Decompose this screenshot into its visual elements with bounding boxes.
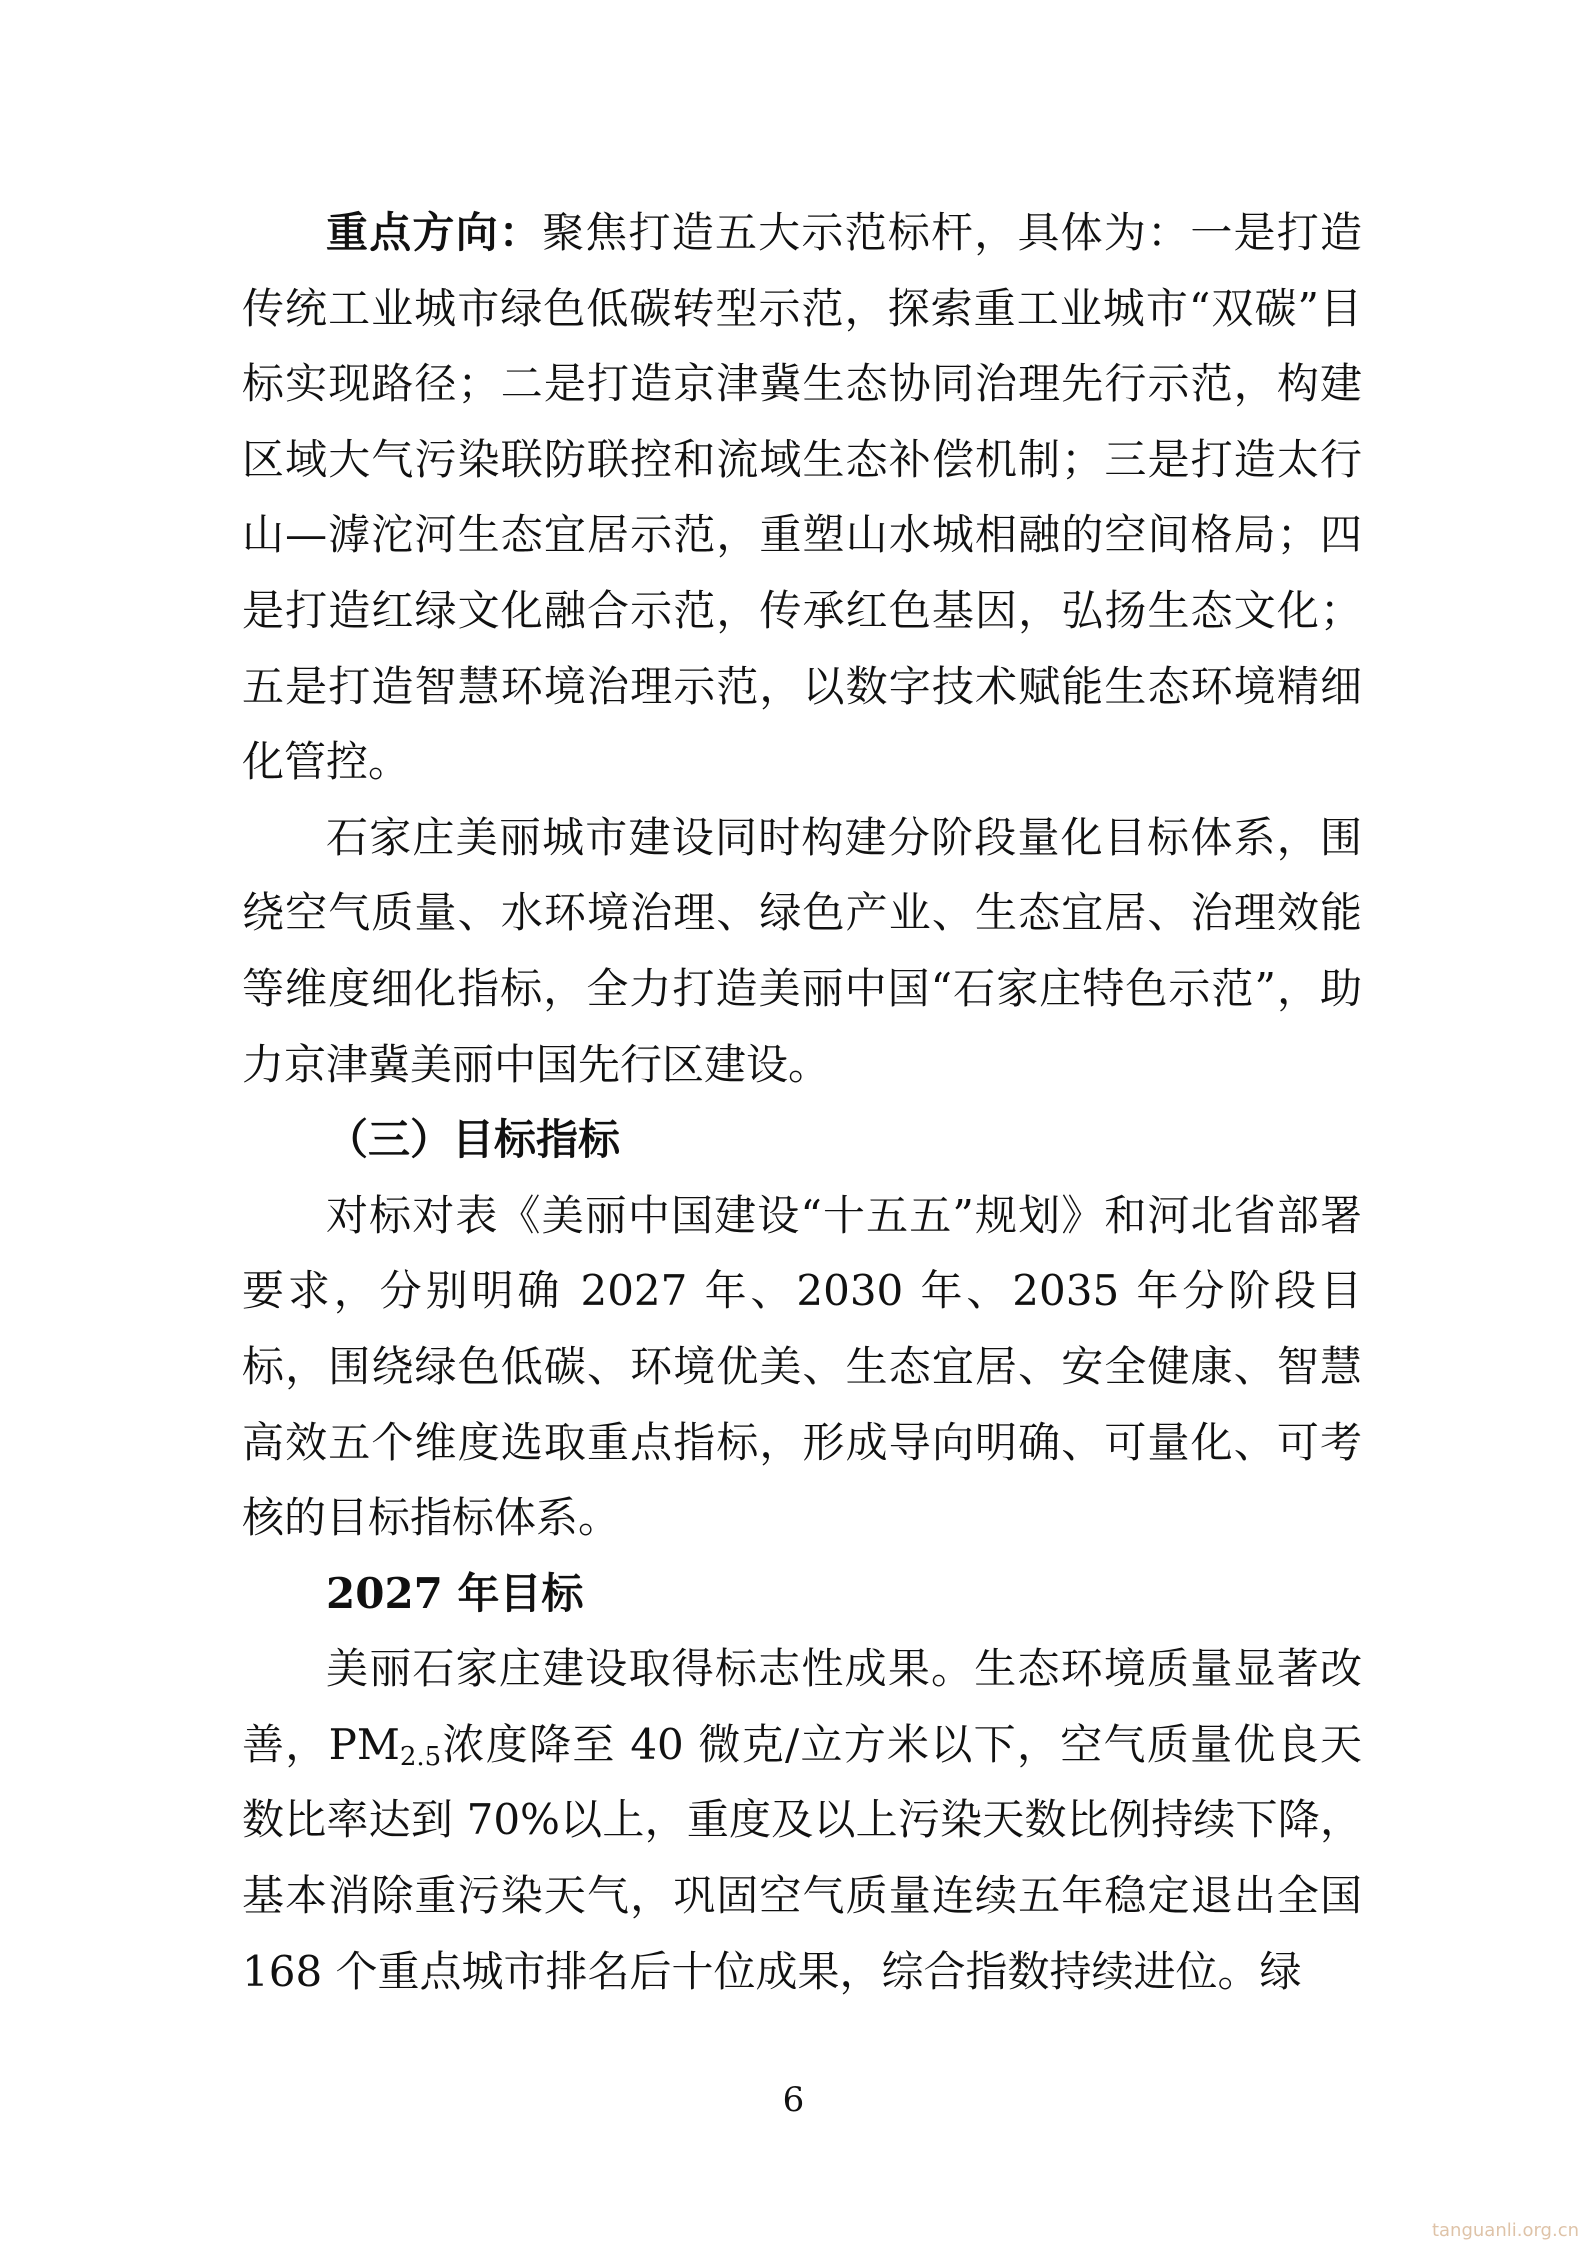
- watermark: tanguanli.org.cn: [1431, 2220, 1579, 2241]
- paragraph-2027-goals: [242, 1631, 1362, 2009]
- paragraph-text: 聚焦打造五大示范标杆，具体为：一是打造传统工业城市绿色低碳转型示范，探索重工业城市“双碳”目标实现路径；二是打造京津冀生态协同治理先行示范，构建区域大气污染联防联控和流域生态补偿机制；三是打造太行山—滹沱河生态宜居示范，重塑山水城相融的空间格局；四是打造红绿文化融合示范，传承红色基因，弘扬生态文化；五是打造智慧环境治理示范，以数字技术赋能生态环境精细化管控。: [242, 208, 1362, 787]
- paragraph-text-part-2: 浓度降至 40 微克/立方米以下，空气质量优良天数比率达到 70%以上，重度及以上污染天数比例持续下降，基本消除重污染天气，巩固空气质量连续五年稳定退出全国 168 个重点城市排名后十位成果，综合指数持续进位。绿: [242, 1719, 1363, 1996]
- paragraph-benchmark: 对标对表《美丽中国建设“十五五”规划》和河北省部署要求，分别明确 2027 年、2030 年、2035 年分阶段目标，围绕绿色低碳、环境优美、生态宜居、安全健康、智慧高效五个维度选取重点指标，形成导向明确、可量化、可考核的目标指标体系。: [242, 1190, 1362, 1543]
- paragraph-lead-label: 重点方向：: [326, 208, 543, 257]
- paragraph-text-part-1: 美丽石家庄建设取得标志性成果。生态环境质量显著改善，PM: [242, 1644, 1362, 1769]
- page-number: 6: [782, 2080, 805, 2120]
- pm-subscript: 2.5: [399, 1741, 442, 1772]
- document-body: [242, 195, 1362, 2009]
- paragraph-key-directions: [242, 195, 1362, 800]
- paragraph-target-system: 石家庄美丽城市建设同时构建分阶段量化目标体系，围绕空气质量、水环境治理、绿色产业、生态宜居、治理效能等维度细化指标，全力打造美丽中国“石家庄特色示范”，助力京津冀美丽中国先行区建设。: [242, 812, 1362, 1089]
- section-heading-targets: （三）目标指标: [326, 1115, 621, 1165]
- subheading-2027-targets: 2027 年目标: [326, 1568, 584, 1618]
